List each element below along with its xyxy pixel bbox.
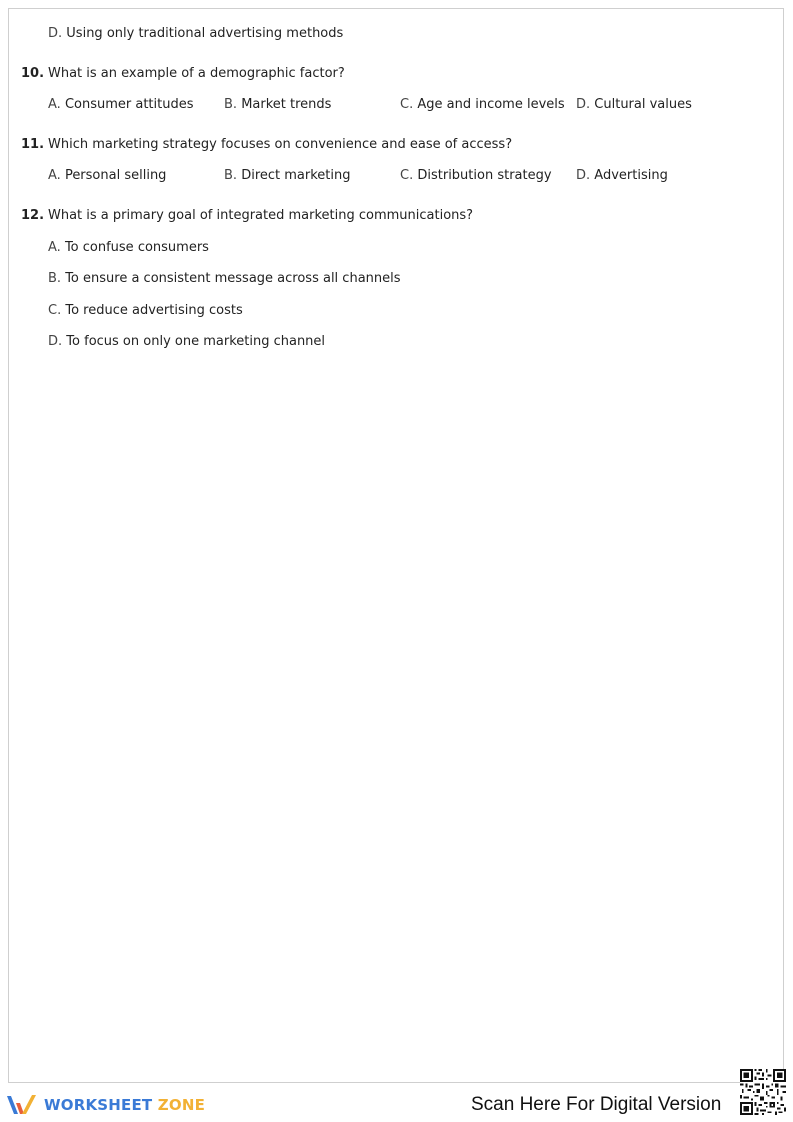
q10-option-c[interactable] [400, 97, 565, 113]
logo-word-zone: ZONE [157, 1096, 206, 1114]
q11-option-c[interactable] [400, 168, 552, 184]
question-text-12: What is a primary goal of integrated marketing communications? [48, 208, 474, 223]
option-letter: D. [48, 26, 63, 41]
option-text: Advertising [594, 168, 668, 183]
worksheet-zone-logo[interactable] [6, 1093, 205, 1117]
q10-option-d[interactable] [576, 97, 692, 113]
option-letter: C. [400, 168, 414, 183]
option-letter: A. [48, 97, 61, 112]
question-text-11: Which marketing strategy focuses on convenience and ease of access? [48, 137, 513, 152]
option-letter: D. [48, 334, 63, 349]
option-text: Direct marketing [241, 168, 351, 183]
option-text: To reduce advertising costs [65, 303, 243, 318]
option-text: Market trends [241, 97, 332, 112]
option-letter: B. [224, 97, 238, 112]
option-text: Personal selling [64, 168, 167, 183]
option-text: Age and income levels [417, 97, 565, 112]
q12-option-d[interactable] [48, 334, 325, 350]
option-text: To confuse consumers [64, 240, 209, 255]
option-letter: D. [576, 97, 591, 112]
option-text: Consumer attitudes [64, 97, 194, 112]
question-text-10: What is an example of a demographic factor? [48, 66, 345, 81]
option-text: Cultural values [594, 97, 692, 112]
q11-option-d[interactable] [576, 168, 668, 184]
option-text: To ensure a consistent message across all channels [65, 271, 401, 286]
logo-text [44, 1096, 205, 1114]
logo-w-icon [6, 1093, 40, 1117]
option-letter: A. [48, 240, 61, 255]
question-number-12: 12. [21, 208, 45, 223]
option-letter: A. [48, 168, 61, 183]
option-letter: B. [48, 271, 62, 286]
q12-option-c[interactable] [48, 303, 243, 319]
q11-option-a[interactable] [48, 168, 166, 184]
option-text: To focus on only one marketing channel [66, 334, 326, 349]
option-letter: D. [576, 168, 591, 183]
carryover-option [48, 26, 343, 42]
scan-here-text: Scan Here For Digital Version [471, 1094, 722, 1115]
option-text: Using only traditional advertising methods [66, 26, 344, 41]
qr-code-icon[interactable] [740, 1069, 786, 1115]
option-text: Distribution strategy [417, 168, 552, 183]
question-number-10: 10. [21, 66, 45, 81]
option-letter: C. [48, 303, 62, 318]
q11-option-b[interactable] [224, 168, 351, 184]
q12-option-b[interactable] [48, 271, 401, 287]
option-letter: C. [400, 97, 414, 112]
q10-option-a[interactable] [48, 97, 194, 113]
q12-option-a[interactable] [48, 240, 209, 256]
question-number-11: 11. [21, 137, 45, 152]
option-letter: B. [224, 168, 238, 183]
q10-option-b[interactable] [224, 97, 331, 113]
logo-word-worksheet: WORKSHEET [44, 1096, 153, 1114]
